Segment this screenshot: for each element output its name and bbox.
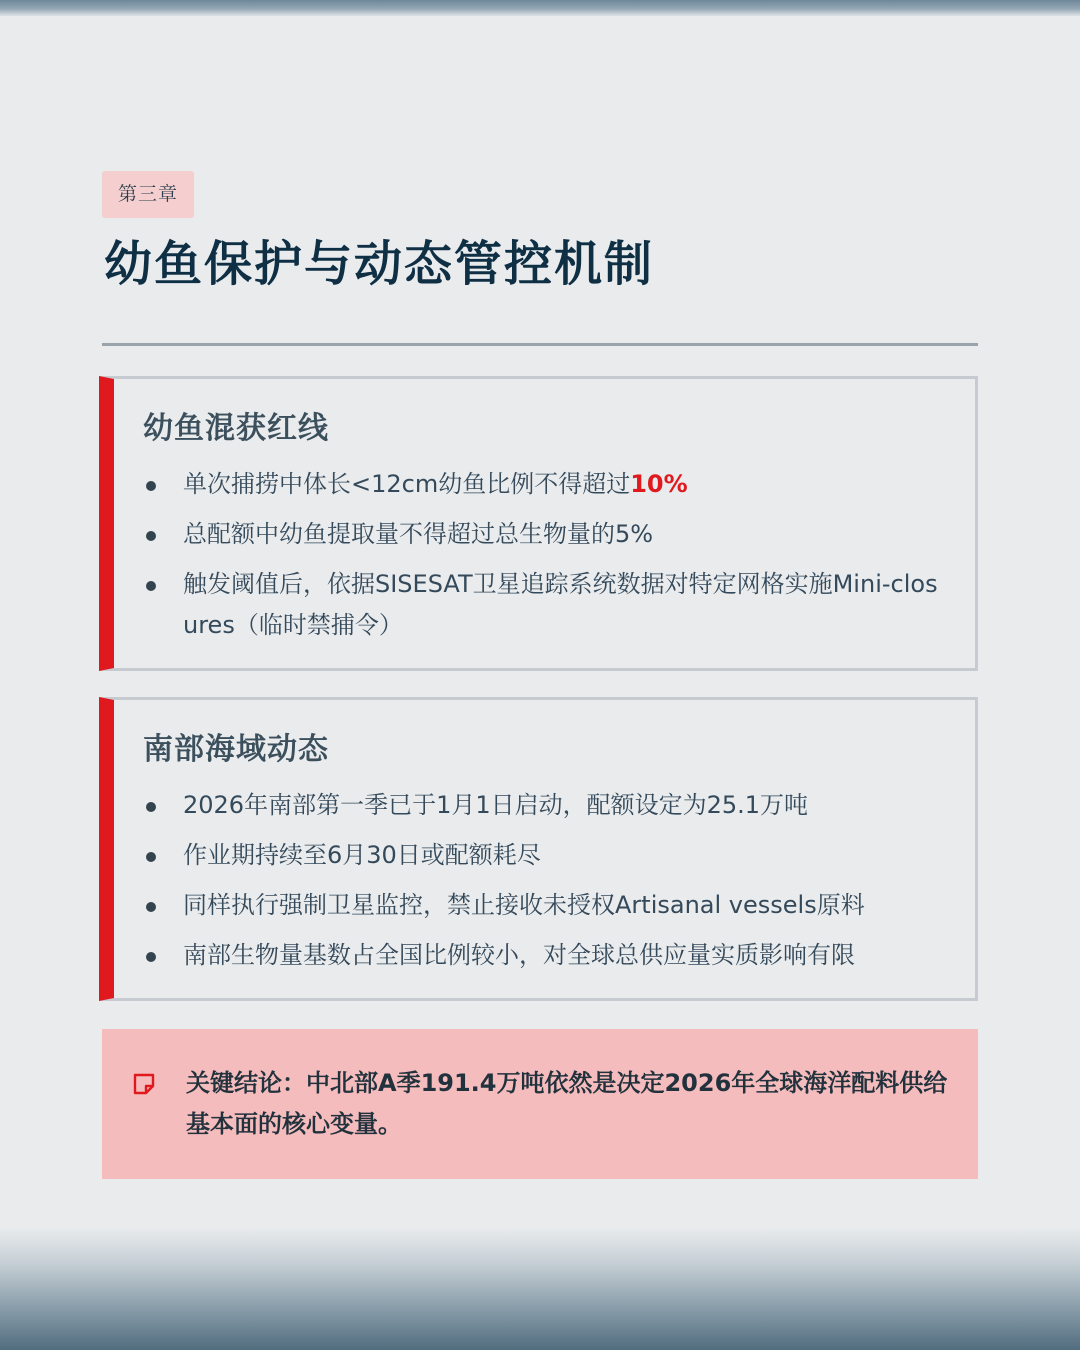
highlight-percentage: 10% (630, 470, 688, 498)
card-juvenile-bycatch-redline (99, 376, 978, 671)
list-item-text: 2026年南部第一季已于1月1日启动，配额设定为25.1万吨 (183, 791, 809, 819)
conclusion-text: 关键结论：中北部A季191.4万吨依然是决定2026年全球海洋配料供给基本面的核心变量。 (186, 1069, 948, 1138)
list-item (114, 885, 954, 926)
top-gradient-band (0, 0, 1080, 16)
bullet-list (114, 464, 954, 655)
list-item-text: 总配额中幼鱼提取量不得超过总生物量的5% (183, 520, 654, 548)
bullet-dot-icon (146, 802, 156, 812)
list-item (114, 935, 954, 976)
list-item-text: 触发阈值后，依据SISESAT卫星追踪系统数据对特定网格实施Mini-closures（临时禁捕令） (183, 570, 938, 639)
card-title: 幼鱼混获红线 (143, 411, 329, 446)
page-title: 幼鱼保护与动态管控机制 (104, 236, 655, 292)
bullet-list (114, 785, 954, 985)
bullet-dot-icon (146, 481, 156, 491)
card-title: 南部海域动态 (143, 732, 329, 767)
list-item (114, 835, 954, 876)
key-conclusion-box (102, 1029, 978, 1179)
bullet-dot-icon (146, 581, 156, 591)
list-item-text: 南部生物量基数占全国比例较小，对全球总供应量实质影响有限 (183, 941, 855, 969)
list-item (114, 514, 954, 555)
chapter-tag: 第三章 (102, 171, 194, 218)
list-item (114, 464, 954, 505)
list-item (114, 785, 954, 826)
bottom-gradient-band (0, 1228, 1080, 1350)
bullet-dot-icon (146, 531, 156, 541)
list-item-text: 作业期持续至6月30日或配额耗尽 (183, 841, 541, 869)
card-southern-waters-update (99, 697, 978, 1001)
list-item-text: 单次捕捞中体长<12cm幼鱼比例不得超过 (183, 470, 631, 498)
bullet-dot-icon (146, 952, 156, 962)
note-icon (132, 1072, 156, 1096)
bullet-dot-icon (146, 852, 156, 862)
list-item-text: 同样执行强制卫星监控，禁止接收未授权Artisanal vessels原料 (183, 891, 865, 919)
list-item (114, 564, 943, 646)
title-divider (102, 343, 978, 346)
bullet-dot-icon (146, 902, 156, 912)
